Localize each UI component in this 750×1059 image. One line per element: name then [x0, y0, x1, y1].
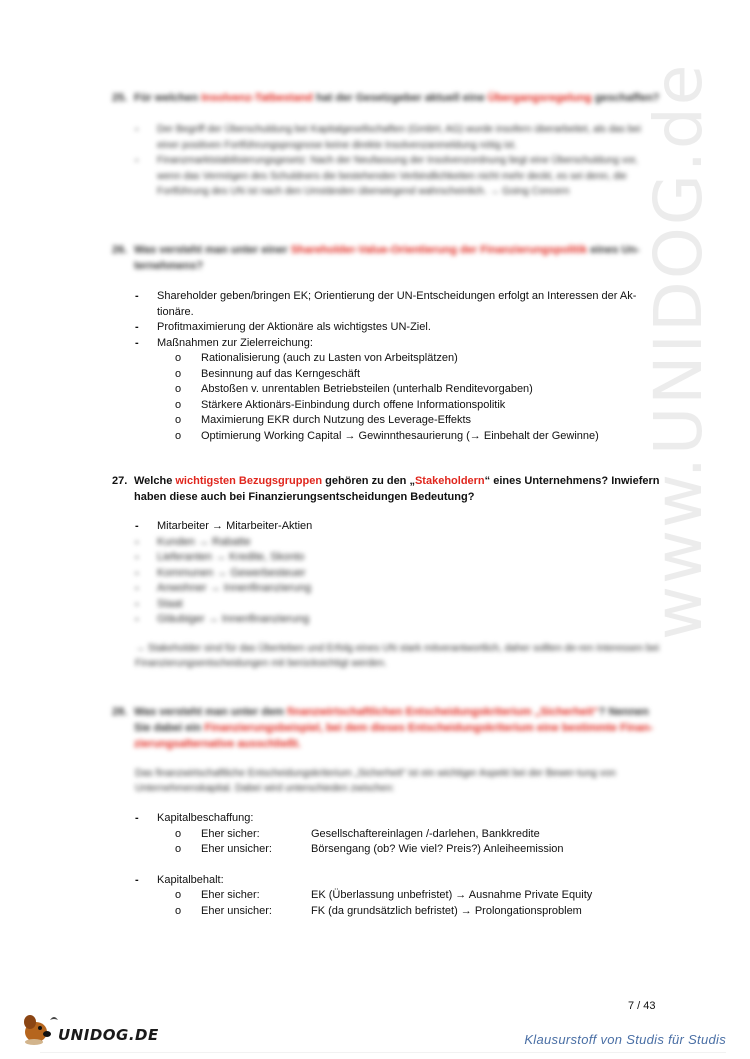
table-row: o Eher sicher: EK (Überlassung unbefristet) → Ausnahme Private Equity — [135, 888, 660, 904]
highlight-text: finanzwirtschaftlichen Entscheidungskriterium „Sicherheit“ — [287, 706, 599, 718]
sub-item-text: Besinnung auf das Kerngeschäft — [201, 367, 361, 380]
highlight-text: wichtigsten Bezugsgruppen — [175, 475, 323, 487]
list-item: - Finanzmarktstabilisierungsgesetz: Nach der Neufassung der Insolvenzordnung liegt eine Überschuldung vor, wenn das Vermögen des Schuldners die bestehenden Verbindlichkeiten nicht mehr deckt, es sei denn, die Fortführung des UN ist nach den Umständen überwiegend wahrscheinlich. → Going Concern — [135, 153, 660, 200]
list-item: - Der Begriff der Überschuldung bei Kapitalgesellschaften (GmbH, AG) wurde insofern überarbeitet, als das bei einer positiven Fortführungsprognose keine direkte Insolvenzanmeldung nötig ist. — [135, 122, 660, 153]
list-item: - Profitmaximierung der Aktionäre als wichtigstes UN-Ziel. — [135, 320, 660, 336]
list-item-text: Der Begriff der Überschuldung bei Kapitalgesellschaften (GmbH, AG) wurde insofern überarbeitet, als das bei einer positiven Fortführungsprognose keine direkte Insolvenzanmeldung nötig ist. — [157, 124, 641, 151]
row-label: Eher sicher: — [201, 827, 260, 840]
tagline: Klausurstoff von Studis für Studis — [524, 1032, 726, 1047]
list-item: - Anwohner → Innenfinanzierung — [135, 581, 660, 597]
sub-item: o Stärkere Aktionärs-Einbindung durch offene Informationspolitik — [135, 398, 660, 414]
list-item-text: Anwohner → Innenfinanzierung — [157, 582, 312, 594]
sub-item: o Optimierung Working Capital → Gewinnthesaurierung (→ Einbehalt der Gewinne) — [135, 429, 660, 445]
question-text: Was versteht man unter dem — [134, 706, 288, 718]
question-28 — [112, 704, 660, 752]
list-item-text: Finanzmarktstabilisierungsgesetz: Nach der Neufassung der Insolvenzordnung liegt eine Überschuldung vor, wenn das Vermögen des Schuldners die bestehenden Verbindlichkeiten nicht mehr deckt, es sei denn, die Fortführung des UN ist nach den Umständen überwiegend wahrscheinlich. → Going Concern — [157, 155, 638, 197]
question-text: geschaffen? — [591, 92, 660, 104]
question-27 — [112, 473, 660, 505]
question-text: haben diese auch bei Finanzierungsentscheidungen Bedeutung? — [134, 491, 475, 503]
list-item: - Kunden → Rabatte — [135, 535, 660, 551]
sicherheit-intro: Das finanzwirtschaftliche Entscheidungskriterium „Sicherheit“ ist ein wichtiger Aspekt bei der Bewer-tung von Unternehmenskapital. Dabei wird unterschieden zwischen: — [135, 768, 616, 794]
list-item-text: Mitarbeiter → Mitarbeiter-Aktien — [157, 520, 313, 532]
sub-item-text: Maximierung EKR durch Nutzung des Leverage-Effekts — [201, 414, 472, 426]
sub-item: o Besinnung auf das Kerngeschäft — [135, 367, 660, 383]
question-text: gehören zu den „ — [322, 475, 415, 487]
question-number: 26. — [112, 244, 128, 256]
list-item-text: Profitmaximierung der Aktionäre als wichtigstes UN-Ziel. — [157, 321, 431, 333]
list-item-text: Staat — [157, 597, 183, 610]
highlight-text: Shareholder-Value-Orientierung der Finanzierungspolitik — [290, 244, 588, 256]
question-25 — [112, 90, 660, 106]
list-item: - Maßnahmen zur Zielerreichung: — [135, 336, 660, 352]
highlight-text: Finanzierungsbeispiel, bei dem dieses Entscheidungskriterium eine bestimmte Finan- — [204, 722, 653, 734]
sub-item-text: Abstoßen v. unrentablen Betriebsteilen (unterhalb Renditevorgaben) — [201, 383, 533, 395]
sub-item-text: Stärkere Aktionärs-Einbindung durch offene Informationspolitik — [201, 398, 506, 411]
question-text: Welche — [134, 475, 176, 487]
list-item: - Gläubiger → Innenfinanzierung — [135, 612, 660, 628]
row-value: FK (da grundsätzlich befristet) → Prolongationsproblem — [311, 904, 582, 917]
list-item-text: Kunden → Rabatte — [157, 535, 251, 548]
list-item-text: Maßnahmen zur Zielerreichung: — [157, 336, 313, 349]
list-item: - Lieferanten → Kredite, Skonto — [135, 550, 660, 566]
question-text: Für welchen — [134, 92, 202, 104]
question-text: “ eines Unternehmens? Inwiefern — [484, 475, 660, 487]
row-label: Eher unsicher: — [201, 843, 272, 855]
table-row: o Eher unsicher: Börsengang (ob? Wie viel? Preis?) Anleiheemission — [135, 842, 660, 858]
row-label: Eher unsicher: — [201, 904, 272, 917]
question-text: hat der Gesetzgeber aktuell eine — [312, 92, 488, 104]
sub-item: o Maximierung EKR durch Nutzung des Leverage-Effekts — [135, 413, 660, 429]
highlight-text: Insolvenz-Tatbestand — [201, 92, 313, 104]
question-number: 27. — [112, 475, 128, 487]
row-value: Börsengang (ob? Wie viel? Preis?) Anleiheemission — [311, 843, 564, 855]
list-item-text: Gläubiger → Innenfinanzierung — [157, 613, 310, 625]
highlight-text: Übergangsregelung — [487, 92, 592, 104]
list-item-text: Shareholder geben/bringen EK; Orientierung der UN-Entscheidungen erfolgt an Interessen der Ak- — [157, 290, 637, 302]
list-item-text: tionäre. — [157, 305, 194, 318]
sub-item: o Rationalisierung (auch zu Lasten von Arbeitsplätzen) — [135, 351, 660, 367]
logo-text: UNIDOG.DE — [58, 1026, 159, 1044]
stakeholder-note: → Stakeholder sind für das Überleben und Erfolg eines UN stark mitverantwortlich, daher sollten de-ren Interessen bei Finanzierungsentscheidungen mit berücksichtigt werden. — [135, 643, 660, 669]
list-item: - Mitarbeiter → Mitarbeiter-Aktien — [135, 519, 660, 535]
row-value: EK (Überlassung unbefristet) → Ausnahme Private Equity — [311, 889, 593, 901]
question-number: 28. — [112, 706, 128, 718]
question-26 — [112, 242, 660, 274]
list-item: - Kapitalbehalt: — [135, 873, 660, 889]
answer-list-25 — [135, 122, 660, 200]
list-item: - Shareholder geben/bringen EK; Orientierung der UN-Entscheidungen erfolgt an Interessen der Ak- — [135, 289, 660, 305]
row-value: Gesellschaftereinlagen /-darlehen, Bankkredite — [311, 827, 540, 840]
list-item: - Kapitalbeschaffung: — [135, 811, 660, 827]
list-item: - Staat — [135, 597, 660, 613]
kapital-sections — [135, 811, 660, 919]
table-row: o Eher unsicher: FK (da grundsätzlich befristet) → Prolongationsproblem — [135, 904, 660, 920]
question-text: Was versteht man unter einer — [134, 244, 291, 256]
sub-item-text: Rationalisierung (auch zu Lasten von Arbeitsplätzen) — [201, 352, 458, 364]
answer-list-26 — [135, 289, 660, 444]
table-row: o Eher sicher: Gesellschaftereinlagen /-darlehen, Bankkredite — [135, 827, 660, 843]
section-heading: Kapitalbehalt: — [157, 873, 224, 886]
row-label: Eher sicher: — [201, 889, 260, 901]
question-text: Sie dabei ein — [134, 722, 205, 734]
page-number: 7 / 43 — [628, 1000, 656, 1012]
list-item-text: Kommunen → Gewerbesteuer — [157, 566, 306, 579]
question-number: 25. — [112, 92, 128, 104]
sub-item-text: Optimierung Working Capital → Gewinnthesaurierung (→ Einbehalt der Gewinne) — [201, 429, 599, 442]
list-item: - Kommunen → Gewerbesteuer — [135, 566, 660, 582]
footer-divider — [40, 1052, 726, 1053]
list-item-text: Lieferanten → Kredite, Skonto — [157, 551, 305, 563]
list-item-continuation — [135, 305, 660, 321]
answer-list-27 — [135, 519, 660, 628]
highlight-text: zierungsalternative ausschließt. — [134, 738, 301, 750]
sub-item: o Abstoßen v. unrentablen Betriebsteilen (unterhalb Renditevorgaben) — [135, 382, 660, 398]
question-text: ? Nennen — [598, 706, 649, 718]
question-text: ternehmens? — [134, 260, 204, 272]
question-text: eines Un- — [587, 244, 640, 256]
section-heading: Kapitalbeschaffung: — [157, 812, 254, 824]
highlight-text: Stakeholdern — [414, 475, 485, 487]
watermark: www.UNIDOG.de — [640, 62, 717, 640]
